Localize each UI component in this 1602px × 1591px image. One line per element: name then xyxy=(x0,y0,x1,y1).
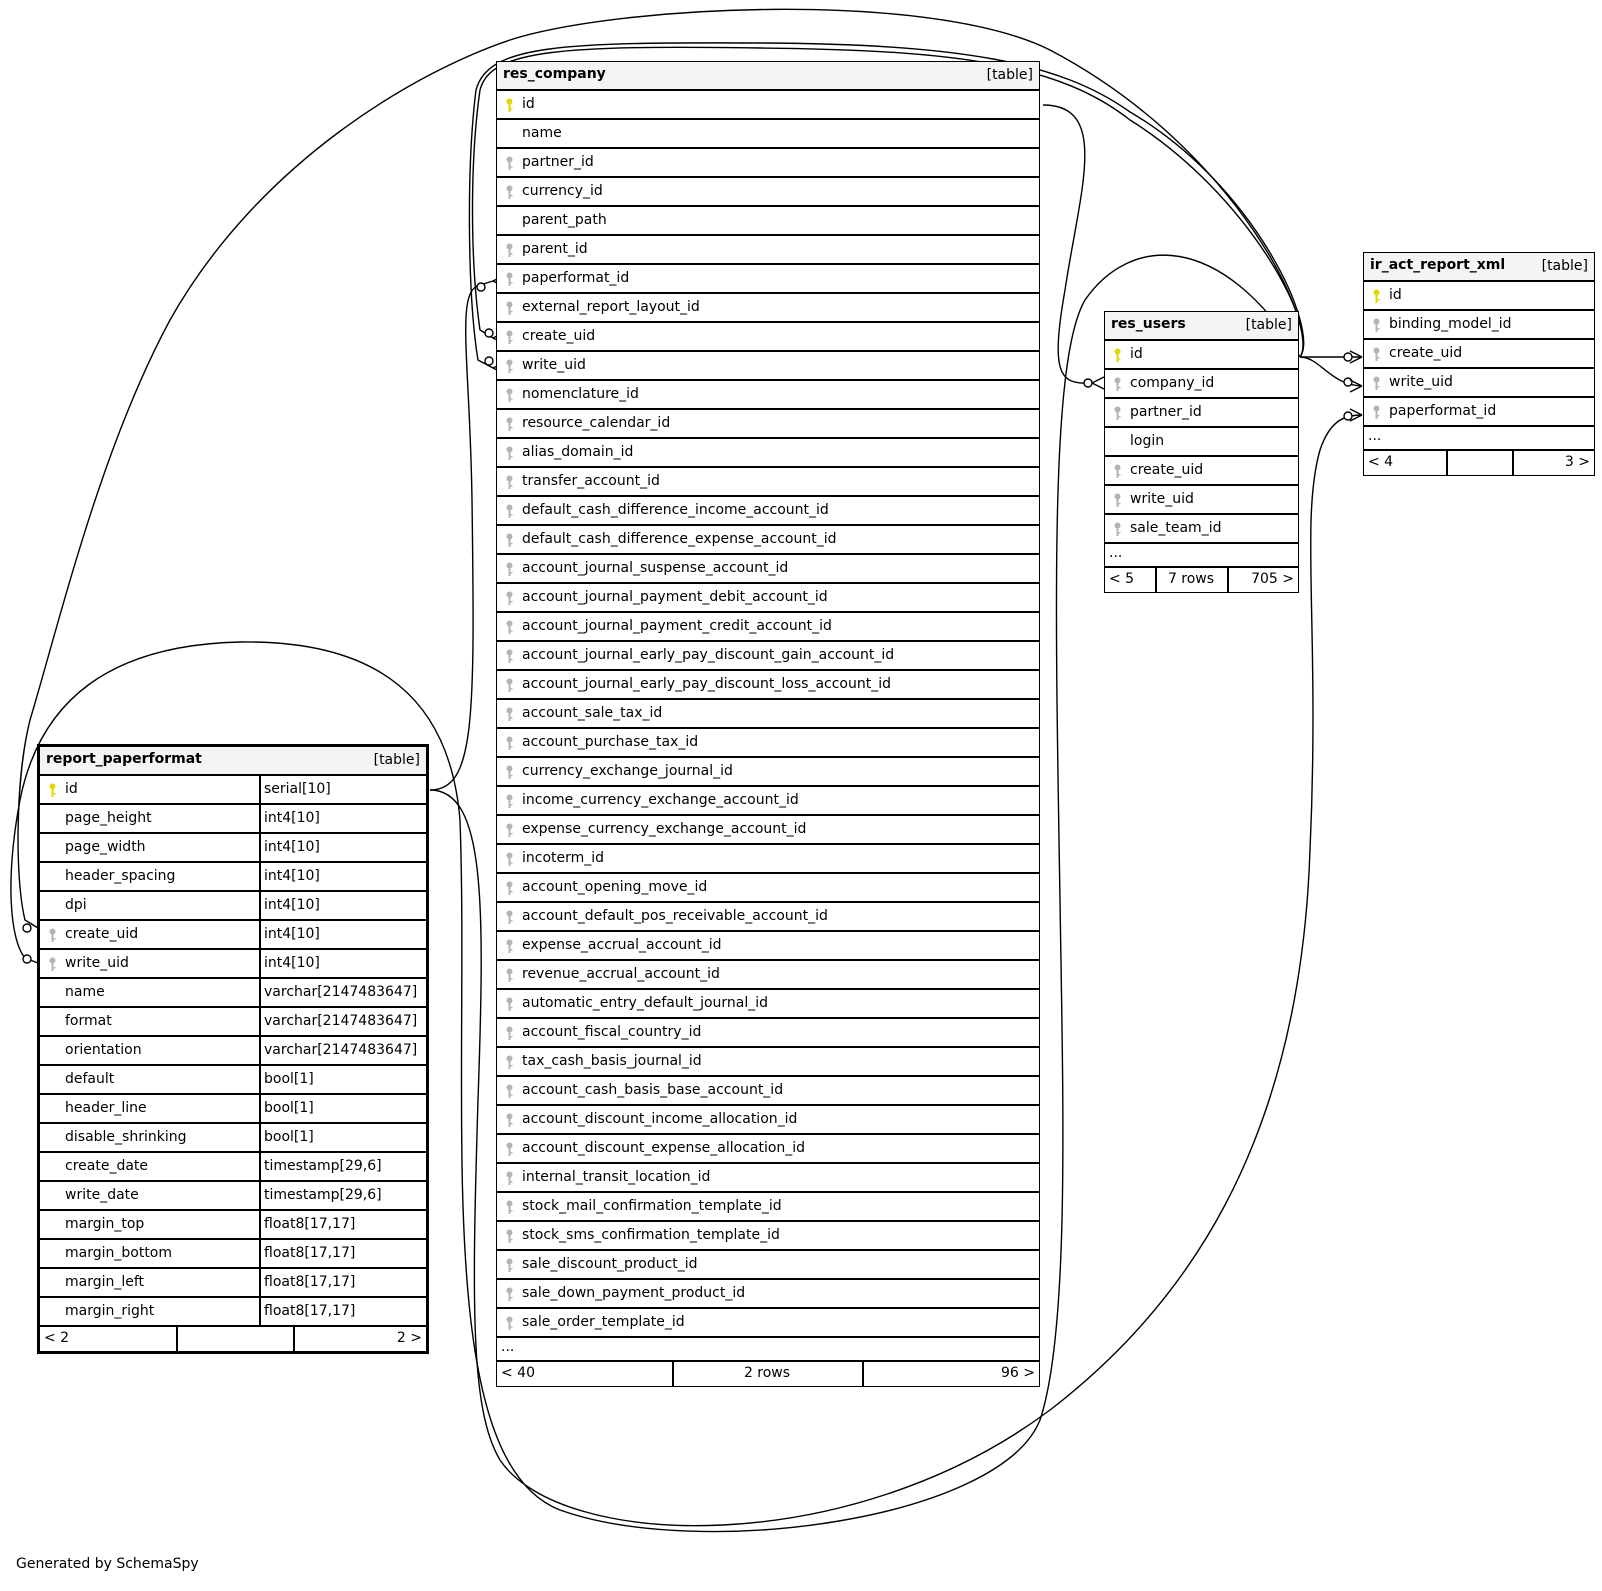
column-name: page_width xyxy=(65,839,146,855)
table-name: ir_act_report_xml xyxy=(1370,257,1506,273)
column-name: account_opening_move_id xyxy=(522,879,708,895)
column-row-parent-id[interactable] xyxy=(497,236,1039,265)
column-row-alias-domain-id[interactable] xyxy=(497,439,1039,468)
foreign-key-icon xyxy=(505,1200,514,1215)
column-row-account-opening-move-id[interactable] xyxy=(497,874,1039,903)
column-row-paperformat-id[interactable] xyxy=(1364,398,1594,427)
column-name: partner_id xyxy=(1130,404,1202,420)
column-row-parent-path[interactable] xyxy=(497,207,1039,236)
column-row-create-date[interactable] xyxy=(40,1153,426,1182)
column-type: int4[10] xyxy=(259,805,320,832)
column-name: automatic_entry_default_journal_id xyxy=(522,995,769,1011)
children-count[interactable]: 3 > xyxy=(1564,454,1590,470)
column-row-account-journal-early-pay-discount-gain-account-id[interactable] xyxy=(497,642,1039,671)
column-row-id[interactable] xyxy=(1364,282,1594,311)
table-footer xyxy=(1105,568,1298,592)
foreign-key-icon xyxy=(1372,405,1381,420)
column-row-account-journal-early-pay-discount-loss-account-id[interactable] xyxy=(497,671,1039,700)
edge-end-report-paperformat-write-uid xyxy=(23,955,31,963)
column-type: bool[1] xyxy=(259,1095,314,1122)
foreign-key-icon xyxy=(505,765,514,780)
column-row-create-uid[interactable] xyxy=(1105,457,1298,486)
parents-count[interactable]: < 4 xyxy=(1368,454,1394,470)
column-type: timestamp[29,6] xyxy=(259,1153,382,1180)
column-row-expense-accrual-account-id[interactable] xyxy=(497,932,1039,961)
foreign-key-icon xyxy=(505,1229,514,1244)
edge-end-res-company-create-uid xyxy=(485,329,493,337)
foreign-key-icon xyxy=(505,504,514,519)
foreign-key-icon xyxy=(505,272,514,287)
edge-end-ir-paperformat-id xyxy=(1344,412,1352,420)
foreign-key-icon xyxy=(505,1084,514,1099)
column-name: income_currency_exchange_account_id xyxy=(522,792,799,808)
foreign-key-icon xyxy=(505,185,514,200)
column-name: account_cash_basis_base_account_id xyxy=(522,1082,784,1098)
foreign-key-icon xyxy=(505,475,514,490)
column-name: disable_shrinking xyxy=(65,1129,187,1145)
column-row-page-width[interactable] xyxy=(40,834,426,863)
column-row-default[interactable] xyxy=(40,1066,426,1095)
column-name: dpi xyxy=(65,897,87,913)
column-row-account-default-pos-receivable-account-id[interactable] xyxy=(497,903,1039,932)
column-name: account_discount_income_allocation_id xyxy=(522,1111,798,1127)
table-footer xyxy=(497,1362,1039,1386)
foreign-key-icon xyxy=(505,1113,514,1128)
column-row-name[interactable] xyxy=(40,979,426,1008)
foreign-key-icon xyxy=(505,1258,514,1273)
column-row-account-journal-suspense-account-id[interactable] xyxy=(497,555,1039,584)
edge-end-res-company-paperformat-id xyxy=(477,283,485,291)
more-columns-ellipsis: ... xyxy=(1364,427,1594,451)
foreign-key-icon xyxy=(1113,493,1122,508)
column-type: int4[10] xyxy=(259,950,320,977)
foreign-key-icon xyxy=(505,1316,514,1331)
column-row-write-uid[interactable] xyxy=(40,950,426,979)
column-name: name xyxy=(522,125,562,141)
foreign-key-icon xyxy=(505,1055,514,1070)
column-row-partner-id[interactable] xyxy=(1105,399,1298,428)
column-name: parent_path xyxy=(522,212,607,228)
foreign-key-icon xyxy=(505,1026,514,1041)
column-row-binding-model-id[interactable] xyxy=(1364,311,1594,340)
column-name: account_fiscal_country_id xyxy=(522,1024,702,1040)
foreign-key-icon xyxy=(505,823,514,838)
column-name: paperformat_id xyxy=(522,270,630,286)
column-name: orientation xyxy=(65,1042,142,1058)
column-row-default-cash-difference-expense-account-id[interactable] xyxy=(497,526,1039,555)
table-name: res_users xyxy=(1111,316,1186,332)
column-name: stock_sms_confirmation_template_id xyxy=(522,1227,780,1243)
foreign-key-icon xyxy=(505,678,514,693)
column-row-write-date[interactable] xyxy=(40,1182,426,1211)
foreign-key-icon xyxy=(505,1142,514,1157)
table-type-label: [table] xyxy=(373,752,420,768)
column-row-internal-transit-location-id[interactable] xyxy=(497,1164,1039,1193)
edge-end-res-company-write-uid xyxy=(485,357,493,365)
edge-report-paperformat-id-to-res-company-paperformat-id xyxy=(430,281,493,790)
table-type-label: [table] xyxy=(1541,258,1588,274)
column-name: create_uid xyxy=(65,926,139,942)
foreign-key-icon xyxy=(505,852,514,867)
generated-by-text: Generated by SchemaSpy xyxy=(16,1556,199,1572)
column-row-margin-left[interactable] xyxy=(40,1269,426,1298)
column-name: tax_cash_basis_journal_id xyxy=(522,1053,702,1069)
foreign-key-icon xyxy=(505,1171,514,1186)
column-row-currency-id[interactable] xyxy=(497,178,1039,207)
column-row-dpi[interactable] xyxy=(40,892,426,921)
column-row-write-uid[interactable] xyxy=(1105,486,1298,515)
primary-key-icon xyxy=(48,783,57,798)
column-name: account_purchase_tax_id xyxy=(522,734,699,750)
column-row-stock-mail-confirmation-template-id[interactable] xyxy=(497,1193,1039,1222)
column-name: default xyxy=(65,1071,115,1087)
column-row-format[interactable] xyxy=(40,1008,426,1037)
column-name: write_date xyxy=(65,1187,139,1203)
foreign-key-icon xyxy=(505,1287,514,1302)
parents-count[interactable]: < 2 xyxy=(44,1330,70,1346)
foreign-key-icon xyxy=(505,968,514,983)
column-row-margin-right[interactable] xyxy=(40,1298,426,1327)
column-name: write_uid xyxy=(65,955,129,971)
column-row-header-spacing[interactable] xyxy=(40,863,426,892)
column-row-header-line[interactable] xyxy=(40,1095,426,1124)
column-name: page_height xyxy=(65,810,152,826)
column-name: account_discount_expense_allocation_id xyxy=(522,1140,806,1156)
column-row-margin-top[interactable] xyxy=(40,1211,426,1240)
column-name: currency_exchange_journal_id xyxy=(522,763,733,779)
column-name: default_cash_difference_income_account_id xyxy=(522,502,829,518)
foreign-key-icon xyxy=(505,156,514,171)
foreign-key-icon xyxy=(505,997,514,1012)
foreign-key-icon xyxy=(48,928,57,943)
column-row-account-purchase-tax-id[interactable] xyxy=(497,729,1039,758)
column-row-partner-id[interactable] xyxy=(497,149,1039,178)
column-type: int4[10] xyxy=(259,834,320,861)
column-row-account-fiscal-country-id[interactable] xyxy=(497,1019,1039,1048)
column-row-write-uid[interactable] xyxy=(497,352,1039,381)
column-name: partner_id xyxy=(522,154,594,170)
column-name: header_spacing xyxy=(65,868,176,884)
column-row-sale-team-id[interactable] xyxy=(1105,515,1298,544)
table-header xyxy=(1364,253,1594,282)
column-row-disable-shrinking[interactable] xyxy=(40,1124,426,1153)
table-footer xyxy=(40,1327,426,1351)
column-name: create_date xyxy=(65,1158,149,1174)
foreign-key-icon xyxy=(48,957,57,972)
column-row-expense-currency-exchange-account-id[interactable] xyxy=(497,816,1039,845)
column-name: account_journal_early_pay_discount_loss_account_id xyxy=(522,676,891,692)
column-row-tax-cash-basis-journal-id[interactable] xyxy=(497,1048,1039,1077)
table-header xyxy=(497,62,1039,91)
column-row-automatic-entry-default-journal-id[interactable] xyxy=(497,990,1039,1019)
column-type: float8[17,17] xyxy=(259,1240,355,1267)
column-row-currency-exchange-journal-id[interactable] xyxy=(497,758,1039,787)
column-row-id[interactable] xyxy=(40,776,426,805)
column-name: account_journal_early_pay_discount_gain_account_id xyxy=(522,647,895,663)
column-name: id xyxy=(65,781,78,797)
table-footer xyxy=(1364,451,1594,475)
primary-key-icon xyxy=(1372,289,1381,304)
column-name: format xyxy=(65,1013,112,1029)
column-name: account_journal_suspense_account_id xyxy=(522,560,789,576)
edge-end-ir-create-uid xyxy=(1344,353,1352,361)
column-name: id xyxy=(1130,346,1143,362)
column-list xyxy=(1105,341,1298,544)
column-row-id[interactable] xyxy=(497,91,1039,120)
column-name: resource_calendar_id xyxy=(522,415,671,431)
column-row-paperformat-id[interactable] xyxy=(497,265,1039,294)
more-columns-ellipsis: ... xyxy=(1105,544,1298,568)
column-row-account-sale-tax-id[interactable] xyxy=(497,700,1039,729)
foreign-key-icon xyxy=(505,649,514,664)
table-header xyxy=(1105,312,1298,341)
column-name: account_journal_payment_credit_account_id xyxy=(522,618,832,634)
column-list xyxy=(497,91,1039,1338)
column-name: company_id xyxy=(1130,375,1215,391)
foreign-key-icon xyxy=(505,301,514,316)
parents-count[interactable]: < 5 xyxy=(1109,571,1135,587)
column-row-margin-bottom[interactable] xyxy=(40,1240,426,1269)
column-row-company-id[interactable] xyxy=(1105,370,1298,399)
foreign-key-icon xyxy=(505,910,514,925)
primary-key-icon xyxy=(505,98,514,113)
primary-key-icon xyxy=(1113,348,1122,363)
column-name: nomenclature_id xyxy=(522,386,639,402)
column-row-sale-down-payment-product-id[interactable] xyxy=(497,1280,1039,1309)
table-type-label: [table] xyxy=(1245,317,1292,333)
column-row-nomenclature-id[interactable] xyxy=(497,381,1039,410)
foreign-key-icon xyxy=(505,620,514,635)
foreign-key-icon xyxy=(505,359,514,374)
column-name: header_line xyxy=(65,1100,147,1116)
column-name: create_uid xyxy=(522,328,596,344)
column-name: id xyxy=(522,96,535,112)
column-name: account_sale_tax_id xyxy=(522,705,663,721)
column-name: alias_domain_id xyxy=(522,444,634,460)
foreign-key-icon xyxy=(505,736,514,751)
foreign-key-icon xyxy=(505,562,514,577)
column-name: create_uid xyxy=(1389,345,1463,361)
column-name: sale_down_payment_product_id xyxy=(522,1285,746,1301)
column-name: incoterm_id xyxy=(522,850,605,866)
column-type: varchar[2147483647] xyxy=(259,1037,417,1064)
foreign-key-icon xyxy=(1372,318,1381,333)
column-row-account-journal-payment-credit-account-id[interactable] xyxy=(497,613,1039,642)
column-name: parent_id xyxy=(522,241,588,257)
column-type: int4[10] xyxy=(259,921,320,948)
column-row-revenue-accrual-account-id[interactable] xyxy=(497,961,1039,990)
column-row-account-journal-payment-debit-account-id[interactable] xyxy=(497,584,1039,613)
foreign-key-icon xyxy=(1372,376,1381,391)
column-name: sale_discount_product_id xyxy=(522,1256,698,1272)
column-row-login[interactable] xyxy=(1105,428,1298,457)
column-row-transfer-account-id[interactable] xyxy=(497,468,1039,497)
column-list xyxy=(40,776,426,1327)
column-row-write-uid[interactable] xyxy=(1364,369,1594,398)
column-name: id xyxy=(1389,287,1402,303)
table-type-label: [table] xyxy=(986,67,1033,83)
column-type: serial[10] xyxy=(259,776,331,803)
foreign-key-icon xyxy=(505,330,514,345)
foreign-key-icon xyxy=(505,939,514,954)
foreign-key-icon xyxy=(505,591,514,606)
column-name: sale_order_template_id xyxy=(522,1314,685,1330)
foreign-key-icon xyxy=(505,533,514,548)
column-type: float8[17,17] xyxy=(259,1211,355,1238)
column-row-sale-discount-product-id[interactable] xyxy=(497,1251,1039,1280)
column-name: account_journal_payment_debit_account_id xyxy=(522,589,828,605)
column-type: bool[1] xyxy=(259,1124,314,1151)
children-count[interactable]: 705 > xyxy=(1251,571,1294,587)
column-row-create-uid[interactable] xyxy=(497,323,1039,352)
column-type: timestamp[29,6] xyxy=(259,1182,382,1209)
table-header xyxy=(40,747,426,776)
foreign-key-icon xyxy=(505,388,514,403)
column-name: write_uid xyxy=(1130,491,1194,507)
column-name: create_uid xyxy=(1130,462,1204,478)
column-name: binding_model_id xyxy=(1389,316,1512,332)
foreign-key-icon xyxy=(505,446,514,461)
column-row-sale-order-template-id[interactable] xyxy=(497,1309,1039,1338)
column-type: varchar[2147483647] xyxy=(259,1008,417,1035)
column-row-stock-sms-confirmation-template-id[interactable] xyxy=(497,1222,1039,1251)
foreign-key-icon xyxy=(1372,347,1381,362)
edge-end-report-paperformat-create-uid xyxy=(23,924,31,932)
foreign-key-icon xyxy=(505,881,514,896)
column-name: account_default_pos_receivable_account_id xyxy=(522,908,828,924)
column-name: transfer_account_id xyxy=(522,473,660,489)
column-row-create-uid[interactable] xyxy=(1364,340,1594,369)
column-name: name xyxy=(65,984,105,1000)
column-name: expense_accrual_account_id xyxy=(522,937,722,953)
column-row-default-cash-difference-income-account-id[interactable] xyxy=(497,497,1039,526)
column-name: revenue_accrual_account_id xyxy=(522,966,720,982)
row-count: 7 rows xyxy=(1167,571,1215,587)
table-name: res_company xyxy=(503,66,606,82)
column-name: internal_transit_location_id xyxy=(522,1169,711,1185)
column-row-incoterm-id[interactable] xyxy=(497,845,1039,874)
foreign-key-icon xyxy=(1113,406,1122,421)
foreign-key-icon xyxy=(505,794,514,809)
edge-end-ir-write-uid xyxy=(1344,378,1352,386)
column-row-account-cash-basis-base-account-id[interactable] xyxy=(497,1077,1039,1106)
more-columns-ellipsis: ... xyxy=(497,1338,1039,1362)
column-type: float8[17,17] xyxy=(259,1298,355,1325)
column-row-account-discount-expense-allocation-id[interactable] xyxy=(497,1135,1039,1164)
column-name: margin_left xyxy=(65,1274,145,1290)
column-row-external-report-layout-id[interactable] xyxy=(497,294,1039,323)
res-users-table[interactable] xyxy=(1104,311,1299,593)
ir-act-report-xml-table[interactable] xyxy=(1363,252,1595,476)
foreign-key-icon xyxy=(1113,377,1122,392)
column-name: stock_mail_confirmation_template_id xyxy=(522,1198,782,1214)
column-name: external_report_layout_id xyxy=(522,299,700,315)
column-name: login xyxy=(1130,433,1165,449)
column-list xyxy=(1364,282,1594,427)
res-company-table[interactable] xyxy=(496,61,1040,1387)
foreign-key-icon xyxy=(1113,522,1122,537)
foreign-key-icon xyxy=(1113,464,1122,479)
foreign-key-icon xyxy=(505,417,514,432)
column-type: int4[10] xyxy=(259,863,320,890)
column-name: margin_top xyxy=(65,1216,145,1232)
column-type: bool[1] xyxy=(259,1066,314,1093)
column-name: sale_team_id xyxy=(1130,520,1222,536)
column-row-income-currency-exchange-account-id[interactable] xyxy=(497,787,1039,816)
column-row-orientation[interactable] xyxy=(40,1037,426,1066)
column-name: margin_bottom xyxy=(65,1245,173,1261)
column-row-page-height[interactable] xyxy=(40,805,426,834)
foreign-key-icon xyxy=(505,243,514,258)
report-paperformat-table[interactable] xyxy=(37,744,429,1354)
column-name: write_uid xyxy=(1389,374,1453,390)
column-type: int4[10] xyxy=(259,892,320,919)
column-row-name[interactable] xyxy=(497,120,1039,149)
foreign-key-icon xyxy=(505,707,514,722)
column-name: write_uid xyxy=(522,357,586,373)
column-type: float8[17,17] xyxy=(259,1269,355,1296)
column-row-id[interactable] xyxy=(1105,341,1298,370)
edge-res-company-id-to-res-users-company-id xyxy=(1043,105,1092,383)
parents-count[interactable]: < 40 xyxy=(501,1365,535,1381)
column-name: default_cash_difference_expense_account_id xyxy=(522,531,837,547)
column-row-create-uid[interactable] xyxy=(40,921,426,950)
table-name: report_paperformat xyxy=(46,751,202,767)
column-row-account-discount-income-allocation-id[interactable] xyxy=(497,1106,1039,1135)
edge-end-res-users-company-id xyxy=(1084,379,1092,387)
column-name: expense_currency_exchange_account_id xyxy=(522,821,807,837)
column-row-resource-calendar-id[interactable] xyxy=(497,410,1039,439)
row-count: 2 rows xyxy=(743,1365,791,1381)
children-count[interactable]: 2 > xyxy=(396,1330,422,1346)
column-type: varchar[2147483647] xyxy=(259,979,417,1006)
column-name: paperformat_id xyxy=(1389,403,1497,419)
children-count[interactable]: 96 > xyxy=(1001,1365,1035,1381)
column-name: currency_id xyxy=(522,183,603,199)
column-name: margin_right xyxy=(65,1303,155,1319)
